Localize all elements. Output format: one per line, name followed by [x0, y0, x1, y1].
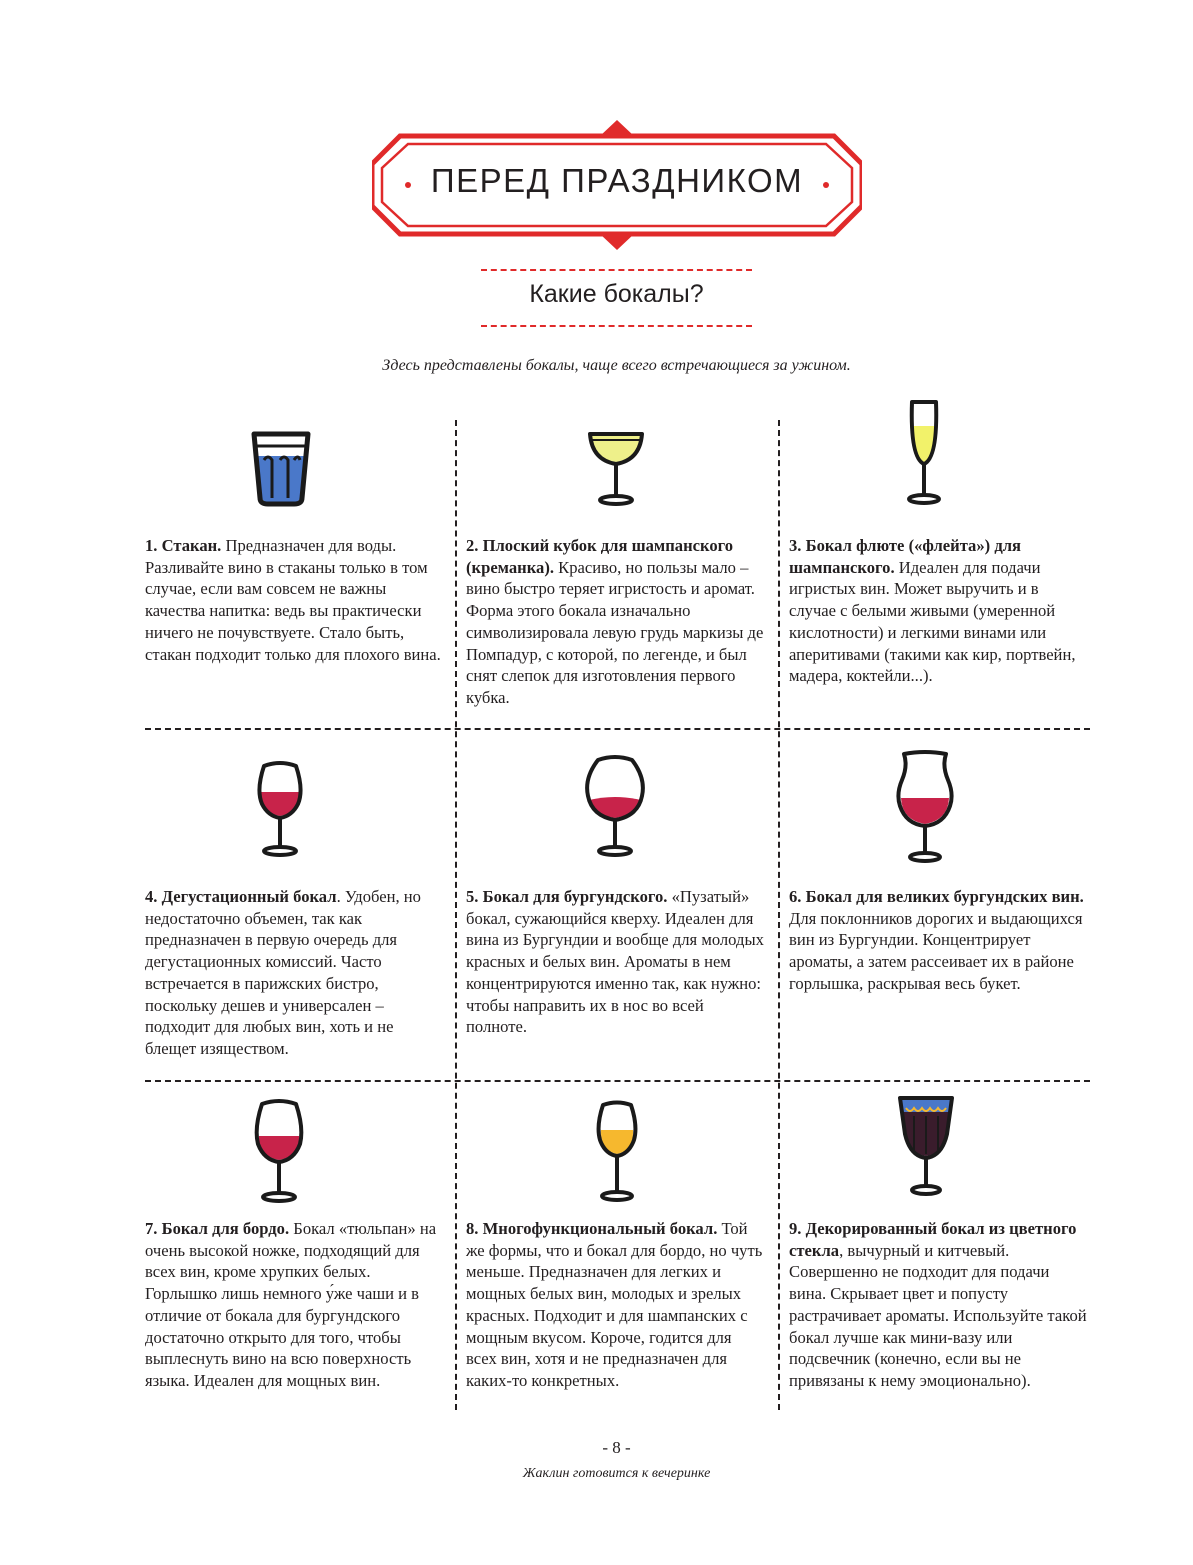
glass-text-9: , вычурный и китчевый. Совершенно не подходит для подачи вина. Скрывает цвет и попусту растрачивает ароматы. Используйте такой бокал лучше как мини-вазу или подсвечник (конечно, если вы не привязаны к нему эмоционально).	[789, 1240, 1087, 1390]
glass-description-1	[145, 535, 445, 665]
tumbler-glass-icon	[248, 428, 314, 508]
section-banner	[372, 120, 862, 250]
glass-text-5: «Пузатый» бокал, сужающийся кверху. Идеален для вина из Бургундии и вообще для молодых красных и белых вин. Ароматы в нем концентрируются именно так, как нужно: чтобы направить их в нос во всей полноте.	[466, 887, 764, 1037]
universal-glass-icon	[596, 1100, 638, 1206]
glass-heading-6: 6. Бокал для великих бургундских вин.	[789, 887, 1084, 906]
champagne-coupe-icon	[586, 428, 646, 508]
intro-text: Здесь представлены бокалы, чаще всего встречающиеся за ужином.	[382, 357, 851, 374]
tasting-glass-icon	[256, 760, 304, 860]
glass-text-8: Той же формы, что и бокал для бордо, но чуть меньше. Предназначен для легких и мощных белых вин, молодых и зрелых красных. Подходит и для шампанских с мощным вкусом. Короче, годится для всех вин, хотя и не предназначен для каких-то конкретных.	[466, 1219, 763, 1390]
page-title: ПЕРЕД ПРАЗДНИКОМ	[430, 162, 804, 199]
glass-text-3: Идеален для подачи игристых вин. Может выручить и в случае с белыми живыми (умеренной кислотности) и легкими винами или аперитивами (такими как кир, портвейн, мадера, коктейли...).	[789, 557, 1076, 686]
glass-heading-1: 1. Стакан.	[145, 536, 222, 555]
glass-description-7	[145, 1218, 445, 1392]
glass-heading-2: 2. Плоский кубок для шампанского (креманка).	[466, 536, 734, 577]
grid-row-divider-2	[145, 1080, 1090, 1082]
glass-text-2: Красиво, но пользы мало – вино быстро теряет игристость и аромат. Форма этого бокала изначально символизировала левую грудь маркизы де Помпадур, с которой, по легенде, и был снят слепок для изготовления первого кубка.	[466, 557, 764, 707]
glass-description-4	[145, 886, 445, 1060]
glass-heading-5: 5. Бокал для бургундского.	[466, 887, 668, 906]
glass-heading-9: 9. Декорированный бокал из цветного стекла	[789, 1219, 1077, 1260]
glass-description-8	[466, 1218, 766, 1392]
glass-text-7: Бокал «тюльпан» на очень высокой ножке, подходящий для всех вин, кроме хрупких белых. Горлышко лишь немного у́же чаши и в отличие от бокала для бургундского достаточно открыто для того, чтобы выплеснуть вино на всю поверхность языка. Идеален для мощных вин.	[145, 1219, 437, 1390]
glass-description-9	[789, 1218, 1089, 1392]
glass-description-5	[466, 886, 766, 1038]
glass-description-3	[789, 535, 1089, 687]
glass-description-2	[466, 535, 766, 709]
burgundy-glass-icon	[584, 754, 646, 860]
section-subtitle: Какие бокалы?	[529, 280, 704, 308]
divider-top	[481, 269, 752, 271]
decorated-glass-icon	[896, 1094, 956, 1200]
glass-heading-3: 3. Бокал флюте («флейта») для шампанского.	[789, 536, 1022, 577]
glass-heading-4: 4. Дегустационный бокал	[145, 887, 337, 906]
grid-col-divider-2	[778, 420, 780, 1410]
glass-text-1: Предназначен для воды. Разливайте вино в стаканы только в том случае, если вам совсем не важны качества напитка: ведь вы практически ничего не почувствуете. Стало быть, стакан подходит только для плохого вина.	[145, 536, 441, 664]
glass-heading-8: 8. Многофункциональный бокал.	[466, 1219, 718, 1238]
glass-text-6: Для поклонников дорогих и выдающихся вин из Бургундии. Концентрирует ароматы, а затем рассеивает их в районе горлышка, раскрывая весь букет.	[789, 908, 1083, 993]
running-title: Жаклин готовится к вечеринке	[522, 1466, 711, 1481]
page-number: - 8 -	[602, 1438, 631, 1457]
glass-text-4: . Удобен, но недостаточно объемен, так как предназначен в первую очередь для дегустационных комиссий. Часто встречается в парижских бистро, поскольку дешев и универсален – подходит для любых вин, хоть и не блещет изяществом.	[145, 887, 421, 1058]
champagne-flute-icon	[904, 398, 944, 508]
grid-row-divider-1	[145, 728, 1090, 730]
bordeaux-glass-icon	[254, 1098, 304, 1206]
grand-burgundy-glass-icon	[896, 750, 954, 866]
grid-col-divider-1	[455, 420, 457, 1410]
divider-bottom	[481, 325, 752, 327]
glass-description-6	[789, 886, 1089, 995]
glass-heading-7: 7. Бокал для бордо.	[145, 1219, 290, 1238]
